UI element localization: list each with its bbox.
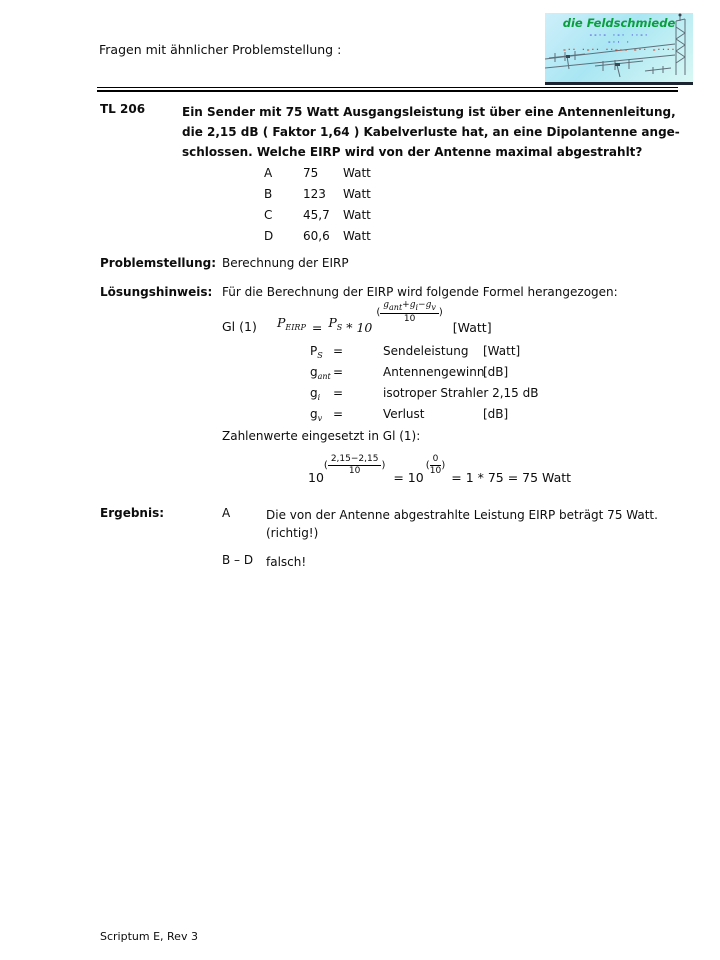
variable-row (310, 386, 538, 402)
formula-unit: [Watt] (452, 320, 492, 335)
formula-lhs: $P_{EIRP}$ (277, 315, 306, 332)
variable-desc: Antennengewinn (383, 365, 485, 379)
answer-unit: Watt (343, 208, 371, 222)
result-letter-bd: B – D (222, 553, 254, 567)
result-text-a (266, 506, 658, 542)
variable-row (310, 407, 508, 423)
result-line: Die von der Antenne abgestrahlte Leistung EIRP beträgt 75 Watt. (266, 508, 658, 522)
formula-rhs: $P_S$ (328, 315, 343, 332)
logo-title: die Feldschmiede (562, 16, 676, 30)
answer-unit: Watt (343, 229, 371, 243)
variable-unit: [dB] (483, 407, 509, 421)
variable-unit: [Watt] (483, 344, 521, 358)
answer-unit: Watt (343, 187, 371, 201)
answer-row-b (264, 187, 371, 201)
question-id: TL 206 (100, 102, 146, 116)
answer-row-d (264, 229, 371, 243)
variable-desc: Sendeleistung (383, 344, 469, 358)
answer-value: 45,7 (303, 208, 330, 222)
answer-value: 60,6 (303, 229, 330, 243)
solution-label: Lösungshinweis: (100, 285, 213, 299)
variable-equals: = (333, 386, 344, 400)
variable-row (310, 344, 520, 360)
formula-exponent: ( $\frac{\text{gant+gi−gv}}{10}$ ) (376, 300, 443, 324)
variable-equals: = (333, 407, 344, 421)
page-footer: Scriptum E, Rev 3 (100, 930, 198, 943)
formula-equals: = (311, 320, 323, 335)
equation-label: Gl (1) (222, 319, 257, 334)
variable-equals: = (333, 365, 344, 379)
problem-label: Problemstellung: (100, 256, 217, 270)
variable-symbol: $g_v$ (310, 407, 323, 423)
numeric-formula (308, 450, 571, 486)
numeric-mid: = 10 (393, 470, 424, 485)
question-line: schlossen. Welche EIRP wird von der Antenne maximal abgestrahlt? (182, 145, 643, 159)
answer-unit: Watt (343, 166, 371, 180)
variable-symbol: $g_{ant}$ (310, 365, 331, 381)
numeric-label: Zahlenwerte eingesetzt in Gl (1): (222, 429, 421, 443)
feldschmiede-logo (545, 13, 693, 85)
problem-text: Berechnung der EIRP (222, 256, 349, 270)
question-line: die 2,15 dB ( Faktor 1,64 ) Kabelverluste hat, an eine Dipolantenne ange- (182, 125, 680, 139)
morse-code-blue-2: -·· · (607, 39, 631, 46)
numeric-exponent-1: ( $\frac{2,15-2,15}{10}$ ) (323, 454, 386, 476)
morse-code-blue-1: --·- ·-· ··-· (589, 32, 649, 39)
variable-symbol: $g_i$ (310, 386, 321, 402)
numeric-exponent-2: ( $\frac{0}{10}$ ) (425, 454, 446, 476)
exponent-denominator: 10 (403, 314, 416, 324)
result-text-bd (266, 553, 306, 571)
eirp-formula (277, 298, 492, 336)
result-label: Ergebnis: (100, 506, 165, 520)
result-letter-a: A (222, 506, 231, 520)
exponent-numerator: gant+gi−gv (380, 300, 439, 314)
answer-row-a (264, 166, 371, 180)
result-line: (richtig!) (266, 526, 319, 540)
answer-letter: B (264, 187, 273, 201)
question-line: Ein Sender mit 75 Watt Ausgangsleistung ist über eine Antennenleitung, (182, 105, 676, 119)
double-rule-divider (97, 87, 678, 92)
result-line: falsch! (266, 555, 307, 569)
question-text (182, 102, 680, 162)
variable-symbol: $P_S$ (310, 344, 323, 360)
answer-letter: C (264, 208, 273, 222)
formula-times-ten: * 10 (346, 320, 373, 335)
answer-row-c (264, 208, 371, 222)
answer-letter: D (264, 229, 274, 243)
answer-letter: A (264, 166, 273, 180)
variable-desc: Verlust (383, 407, 425, 421)
variable-unit: [dB] (483, 365, 509, 379)
solution-intro: Für die Berechnung der EIRP wird folgende Formel herangezogen: (222, 285, 618, 299)
morse-code-red: -·· ·-·· ··--- -·· -···· (562, 46, 676, 54)
answer-value: 123 (303, 187, 326, 201)
variable-desc: isotroper Strahler 2,15 dB (383, 386, 539, 400)
page-header-label: Fragen mit ähnlicher Problemstellung : (99, 42, 342, 57)
variable-equals: = (333, 344, 344, 358)
numeric-base-ten: 10 (308, 470, 324, 485)
answer-value: 75 (303, 166, 319, 180)
numeric-tail: = 1 * 75 = 75 Watt (451, 470, 572, 485)
variable-row (310, 365, 508, 381)
